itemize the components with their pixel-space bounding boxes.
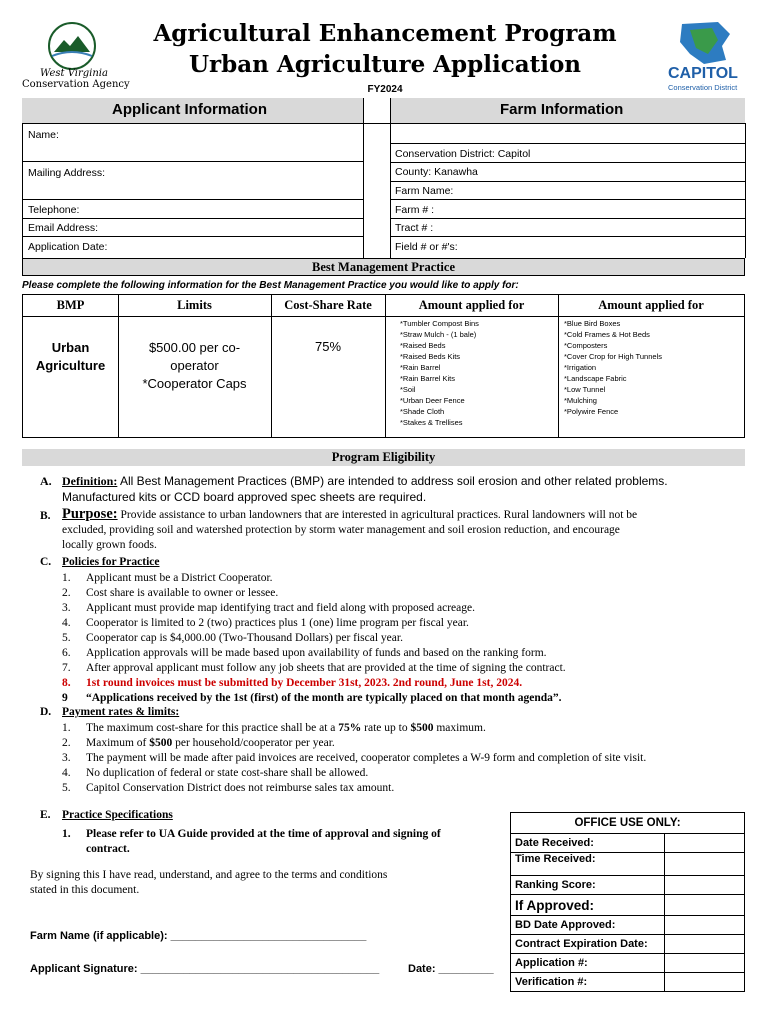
list-item bbox=[62, 661, 750, 676]
item-text: The payment will be made after paid invoices are received, cooperator completes a W-9 form and completion of site visit. bbox=[86, 752, 647, 764]
statement-line1: By signing this I have read, understand, and agree to the terms and conditions bbox=[30, 869, 388, 881]
practice-spec-text1: Please refer to UA Guide provided at the time of approval and signing of bbox=[86, 828, 441, 840]
invoice-deadline-item bbox=[62, 676, 750, 691]
col-limits: Limits bbox=[177, 298, 212, 312]
col-amount-applied-2: Amount applied for bbox=[598, 298, 704, 312]
applicant-signature-field[interactable]: Applicant Signature: _______________________________________ bbox=[30, 963, 380, 975]
if-approved-value bbox=[665, 895, 745, 916]
practice-item: *Tumbler Compost Bins bbox=[400, 319, 479, 328]
item-text: The maximum cost-share for this practice shall be at a bbox=[86, 722, 339, 734]
item-number: 5. bbox=[62, 782, 71, 794]
section-c bbox=[40, 555, 750, 706]
bmp-name bbox=[23, 339, 118, 375]
name-label: Name: bbox=[28, 129, 59, 141]
office-use-heading: OFFICE USE ONLY: bbox=[511, 813, 745, 834]
item-number: 1. bbox=[62, 572, 71, 584]
item-number: 3. bbox=[62, 752, 71, 764]
practice-item: *Landscape Fabric bbox=[564, 374, 627, 383]
date-received-value[interactable] bbox=[665, 834, 745, 853]
limits-line1: $500.00 per co- bbox=[148, 340, 241, 355]
col-bmp: BMP bbox=[56, 298, 85, 312]
section-b bbox=[40, 507, 750, 553]
practice-list-2 bbox=[564, 318, 662, 417]
col-amount-applied-1: Amount applied for bbox=[418, 298, 525, 312]
bmp-limits bbox=[118, 339, 271, 393]
farm-name-label: Farm Name: bbox=[395, 185, 454, 197]
item-text: rate up to bbox=[361, 722, 411, 734]
policies-title: Policies for Practice bbox=[62, 556, 160, 568]
section-a-letter: A. bbox=[40, 474, 52, 488]
signature-date-field[interactable]: Date: _________ bbox=[408, 963, 494, 975]
time-received-value[interactable] bbox=[665, 853, 745, 876]
bmp-name-line2: Agriculture bbox=[35, 358, 106, 373]
section-e-letter: E. bbox=[40, 809, 51, 821]
practice-item: *Blue Bird Boxes bbox=[564, 319, 621, 328]
capitol-logo-text2: Conservation District bbox=[668, 83, 738, 92]
application-date-label: Application Date: bbox=[28, 241, 108, 253]
practice-item: *Mulching bbox=[564, 396, 597, 405]
item-number: 5. bbox=[62, 632, 71, 644]
farm-heading: Farm Information bbox=[500, 101, 624, 118]
item-number: 9 bbox=[62, 692, 68, 704]
payment-title: Payment rates & limits: bbox=[62, 706, 180, 718]
contract-expiration-label: Contract Expiration Date: bbox=[511, 935, 665, 954]
section-c-letter: C. bbox=[40, 556, 52, 568]
bd-date-approved-label: BD Date Approved: bbox=[511, 916, 665, 935]
ranking-score-label: Ranking Score: bbox=[511, 876, 665, 895]
capitol-map-icon bbox=[660, 20, 750, 66]
item-number: 1. bbox=[62, 722, 71, 734]
definition-title: Definition: bbox=[62, 474, 118, 488]
item-text: per household/cooperator per year. bbox=[172, 737, 335, 749]
limits-line3: *Cooperator Caps bbox=[142, 376, 247, 391]
bmp-name-line1: Urban bbox=[51, 340, 90, 355]
item-number: 7. bbox=[62, 662, 71, 674]
invoice-deadline-text: 1st round invoices must be submitted by December 31st, 2023. 2nd round, June 1st, 2024. bbox=[86, 677, 523, 689]
telephone-label: Telephone: bbox=[28, 204, 80, 216]
list-item bbox=[62, 766, 750, 781]
wv-logo-text1: West Virginia bbox=[40, 68, 108, 79]
bmp-rate: 75% bbox=[314, 339, 342, 354]
farm-name-signature-field[interactable]: Farm Name (if applicable): ________________________________ bbox=[30, 930, 367, 942]
list-item bbox=[62, 721, 750, 736]
payment-list bbox=[62, 721, 750, 796]
contract-expiration-value[interactable] bbox=[665, 935, 745, 954]
practice-item: *Polywire Fence bbox=[564, 407, 619, 416]
purpose-title: Purpose: bbox=[62, 506, 118, 522]
list-item bbox=[62, 571, 750, 586]
practice-item: *Irrigation bbox=[564, 363, 597, 372]
section-d-letter: D. bbox=[40, 706, 52, 718]
section-b-letter: B. bbox=[40, 510, 51, 522]
section-e bbox=[40, 808, 510, 857]
if-approved-label: If Approved: bbox=[511, 895, 665, 916]
fiscal-year: FY2024 bbox=[367, 84, 403, 95]
email-label: Email Address: bbox=[28, 222, 99, 234]
definition-text1: All Best Management Practices (BMP) are intended to address soil erosion and other related problems. bbox=[120, 474, 668, 488]
item-text: Cooperator cap is $4,000.00 (Two-Thousand Dollars) per fiscal year. bbox=[86, 632, 403, 644]
list-item bbox=[62, 646, 750, 661]
list-item bbox=[62, 616, 750, 631]
bmp-instruction: Please complete the following information for the Best Management Practice you would like to apply for: bbox=[22, 280, 519, 291]
limits-line2: operator bbox=[170, 358, 219, 373]
bmp-table bbox=[22, 294, 745, 438]
practice-item: *Cold Frames & Hot Beds bbox=[564, 330, 650, 339]
application-number-value[interactable] bbox=[665, 954, 745, 973]
application-number-label: Application #: bbox=[511, 954, 665, 973]
ranking-score-value[interactable] bbox=[665, 876, 745, 895]
purpose-text3: locally grown foods. bbox=[62, 539, 157, 551]
verification-number-value[interactable] bbox=[665, 973, 745, 992]
rate-value: 75% bbox=[338, 722, 362, 734]
time-received-label: Time Received: bbox=[511, 853, 665, 876]
practice-item: *Stakes & Trellises bbox=[400, 418, 463, 427]
col-cost-share-rate: Cost-Share Rate bbox=[284, 298, 372, 312]
applicant-heading: Applicant Information bbox=[112, 101, 267, 118]
item-number: 6. bbox=[62, 647, 71, 659]
list-item bbox=[62, 751, 750, 766]
date-received-label: Date Received: bbox=[511, 834, 665, 853]
item-text: Capitol Conservation District does not reimburse sales tax amount. bbox=[86, 782, 395, 794]
capitol-logo bbox=[660, 20, 750, 100]
title-line2: Urban Agriculture Application bbox=[188, 51, 582, 78]
policies-list bbox=[62, 571, 750, 706]
county-label: County: Kanawha bbox=[395, 166, 478, 178]
item-text: After approval applicant must follow any job sheets that are provided at the time of signing the contract. bbox=[86, 662, 566, 674]
tract-number-label: Tract # : bbox=[395, 222, 434, 234]
bmp-heading: Best Management Practice bbox=[312, 260, 455, 274]
practice-item: *Cover Crop for High Tunnels bbox=[564, 352, 662, 361]
list-item bbox=[62, 631, 750, 646]
item-number: 2. bbox=[62, 587, 71, 599]
practice-list-1 bbox=[400, 318, 479, 428]
practice-item: *Soil bbox=[400, 385, 416, 394]
list-item bbox=[62, 781, 750, 796]
practice-spec-title: Practice Specifications bbox=[62, 809, 173, 821]
capitol-logo-text1: CAPITOL bbox=[668, 65, 738, 82]
practice-item: *Composters bbox=[564, 341, 608, 350]
practice-item: *Shade Cloth bbox=[400, 407, 445, 416]
item-text: Application approvals will be made based upon availability of funds and based on the ranking form. bbox=[86, 647, 547, 659]
item-number: 1. bbox=[62, 828, 71, 840]
eligibility-heading: Program Eligibility bbox=[331, 450, 436, 464]
item-text: Applicant must provide map identifying tract and field along with proposed acreage. bbox=[86, 602, 475, 614]
statement-line2: stated in this document. bbox=[30, 884, 140, 896]
farm-number-label: Farm # : bbox=[395, 204, 435, 216]
eligibility-heading-bar bbox=[22, 449, 745, 466]
agenda-note-text: “Applications received by the 1st (first) of the month are typically placed on that month agenda”. bbox=[86, 692, 562, 704]
title-line1: Agricultural Enhancement Program bbox=[153, 20, 617, 47]
definition-text2: Manufactured kits or CCD board approved spec sheets are required. bbox=[62, 490, 427, 504]
practice-item: *Raised Beds bbox=[400, 341, 446, 350]
section-d bbox=[40, 705, 750, 796]
farm-heading-bar bbox=[390, 98, 745, 123]
list-item bbox=[62, 586, 750, 601]
practice-spec-item bbox=[62, 827, 510, 857]
purpose-text2: excluded, providing soil and watershed protection by storm water management and soil erosion reduction, and encourage bbox=[62, 524, 620, 536]
verification-number-label: Verification #: bbox=[511, 973, 665, 992]
section-a bbox=[40, 473, 750, 505]
item-text: Cost share is available to owner or lessee. bbox=[86, 587, 279, 599]
applicant-heading-bar bbox=[22, 98, 363, 123]
max-value: $500 bbox=[410, 722, 434, 734]
practice-item: *Raised Beds Kits bbox=[400, 352, 461, 361]
bmp-heading-bar bbox=[22, 258, 745, 276]
list-item bbox=[62, 601, 750, 616]
field-number-label: Field # or #'s: bbox=[395, 241, 458, 253]
item-number: 4. bbox=[62, 617, 71, 629]
conservation-district-label: Conservation District: Capitol bbox=[395, 148, 531, 160]
practice-item: *Straw Mulch - (1 bale) bbox=[400, 330, 477, 339]
wv-logo-text2: Conservation Agency bbox=[22, 79, 130, 90]
signing-statement bbox=[30, 868, 470, 898]
list-item bbox=[62, 736, 750, 751]
item-number: 3. bbox=[62, 602, 71, 614]
item-text: maximum. bbox=[433, 722, 486, 734]
office-use-table bbox=[510, 812, 745, 992]
practice-item: *Low Tunnel bbox=[564, 385, 606, 394]
max-value: $500 bbox=[149, 737, 173, 749]
practice-item: *Rain Barrel Kits bbox=[400, 374, 456, 383]
practice-item: *Urban Deer Fence bbox=[400, 396, 465, 405]
purpose-text1: Provide assistance to urban landowners that are interested in agricultural practices. Rural landowners will not be bbox=[120, 509, 638, 521]
item-number: 8. bbox=[62, 677, 71, 689]
practice-item: *Rain Barrel bbox=[400, 363, 441, 372]
item-number: 2. bbox=[62, 737, 71, 749]
mailing-address-label: Mailing Address: bbox=[28, 167, 106, 179]
agenda-note-item bbox=[62, 691, 750, 706]
item-number: 4. bbox=[62, 767, 71, 779]
item-text: Applicant must be a District Cooperator. bbox=[86, 572, 273, 584]
practice-spec-text2: contract. bbox=[86, 843, 130, 855]
bd-date-approved-value[interactable] bbox=[665, 916, 745, 935]
item-text: No duplication of federal or state cost-share shall be allowed. bbox=[86, 767, 369, 779]
item-text: Maximum of bbox=[86, 737, 150, 749]
item-text: Cooperator is limited to 2 (two) practices plus 1 (one) lime program per fiscal year. bbox=[86, 617, 469, 629]
